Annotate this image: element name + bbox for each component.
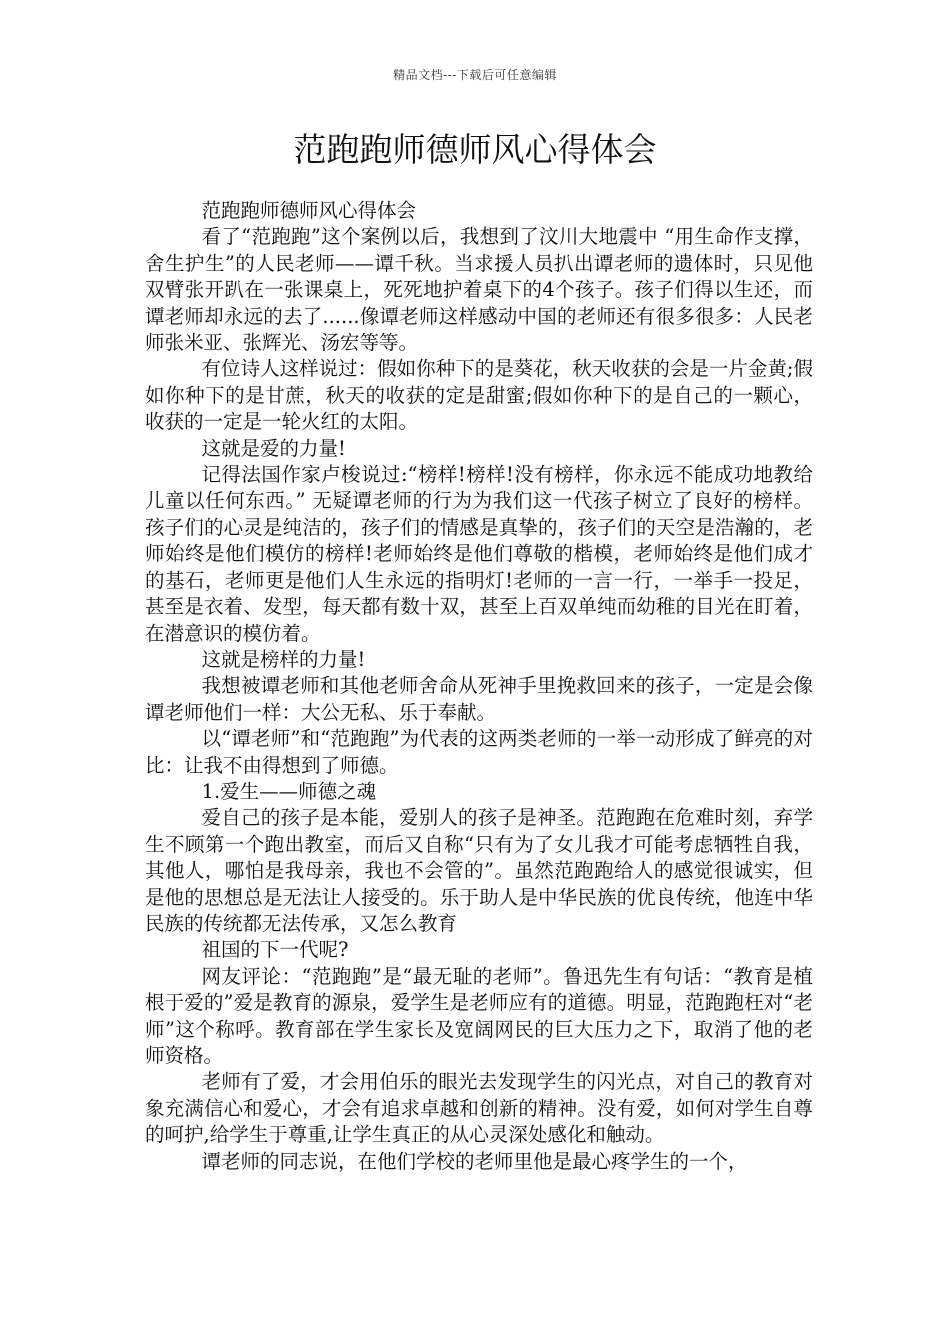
paragraph: 记得法国作家卢梭说过:“榜样!榜样!没有榜样，你永远不能成功地教给儿童以任何东西。” 无疑谭老师的行为为我们这一代孩子树立了良好的榜样。孩子们的心灵是纯洁的，孩子们的情感是真挚的，孩子们的天空是浩瀚的，老师始终是他们模仿的榜样!老师始终是他们尊敬的楷模，老师始终是他们成才的基石，老师更是他们人生永远的指明灯!老师的一言一行，一举手一投足，甚至是衣着、发型，每天都有数十双，甚至上百双单纯而幼稚的目光在盯着，在潜意识的模仿着。 xyxy=(145,463,813,645)
document-body xyxy=(145,198,813,1175)
paragraph: 范跑跑师德师风心得体会 xyxy=(201,199,417,222)
paragraph: 老师有了爱，才会用伯乐的眼光去发现学生的闪光点，对自己的教育对象充满信心和爱心，才会有追求卓越和创新的精神。没有爱，如何对学生自尊的呵护,给学生于尊重,让学生真正的从心灵深处感化和触动。 xyxy=(145,1070,813,1147)
paragraph: 以“谭老师”和“范跑跑”为代表的这两类老师的一举一动形成了鲜亮的对比：让我不由得想到了师德。 xyxy=(145,727,813,777)
paragraph: 看了“范跑跑”这个案例以后，我想到了汶川大地震中 “用生命作支撑，舍生护生”的人民老师——谭千秋。当求援人员扒出谭老师的遗体时，只见他双臂张开趴在一张课桌上，死死地护着桌下的4个孩子。孩子们得以生还，而谭老师却永远的去了......像谭老师这样感动中国的老师还有很多很多：人民老师张米亚、张辉光、汤宏等等。 xyxy=(145,225,813,355)
paragraph: 有位诗人这样说过：假如你种下的是葵花，秋天收获的会是一片金黄;假如你种下的是甘蔗，秋天的收获的定是甜蜜;假如你种下的是自己的一颗心，收获的一定是一轮火红的太阳。 xyxy=(145,357,813,434)
paragraph: 这就是榜样的力量! xyxy=(201,647,366,671)
paragraph: 爱自己的孩子是本能，爱别人的孩子是神圣。范跑跑在危难时刻，弃学生不顾第一个跑出教室，而后又自称“只有为了女儿我才可能考虑牺牲自我，其他人，哪怕是我母亲，我也不会管的”。虽然范跑跑给人的感觉很诚实，但是他的思想总是无法让人接受的。乐于助人是中华民族的优良传统，他连中华民族的传统都无法传承，又怎么教育 xyxy=(145,806,813,935)
paragraph: 网友评论：“范跑跑”是“最无耻的老师”。鲁迅先生有句话：“教育是植根于爱的”爱是教育的源泉，爱学生是老师应有的道德。明显，范跑跑枉对“老师”这个称呼。教育部在学生家长及宽阔网民的巨大压力之下，取消了他的老师资格。 xyxy=(145,964,813,1067)
paragraph: 这就是爱的力量! xyxy=(201,436,346,460)
paragraph: 谭老师的同志说，在他们学校的老师里他是最心疼学生的一个， xyxy=(201,1149,748,1173)
document-title: 范跑跑师德师风心得体会 xyxy=(293,130,657,169)
paragraph: 祖国的下一代呢? xyxy=(201,938,349,962)
section-heading: 1.爱生——师德之魂 xyxy=(201,779,377,803)
paragraph: 我想被谭老师和其他老师舍命从死神手里挽救回来的孩子，一定是会像谭老师他们一样：大公无私、乐于奉献。 xyxy=(145,674,813,724)
header-note: 精品文档---下载后可任意编辑 xyxy=(393,68,557,82)
